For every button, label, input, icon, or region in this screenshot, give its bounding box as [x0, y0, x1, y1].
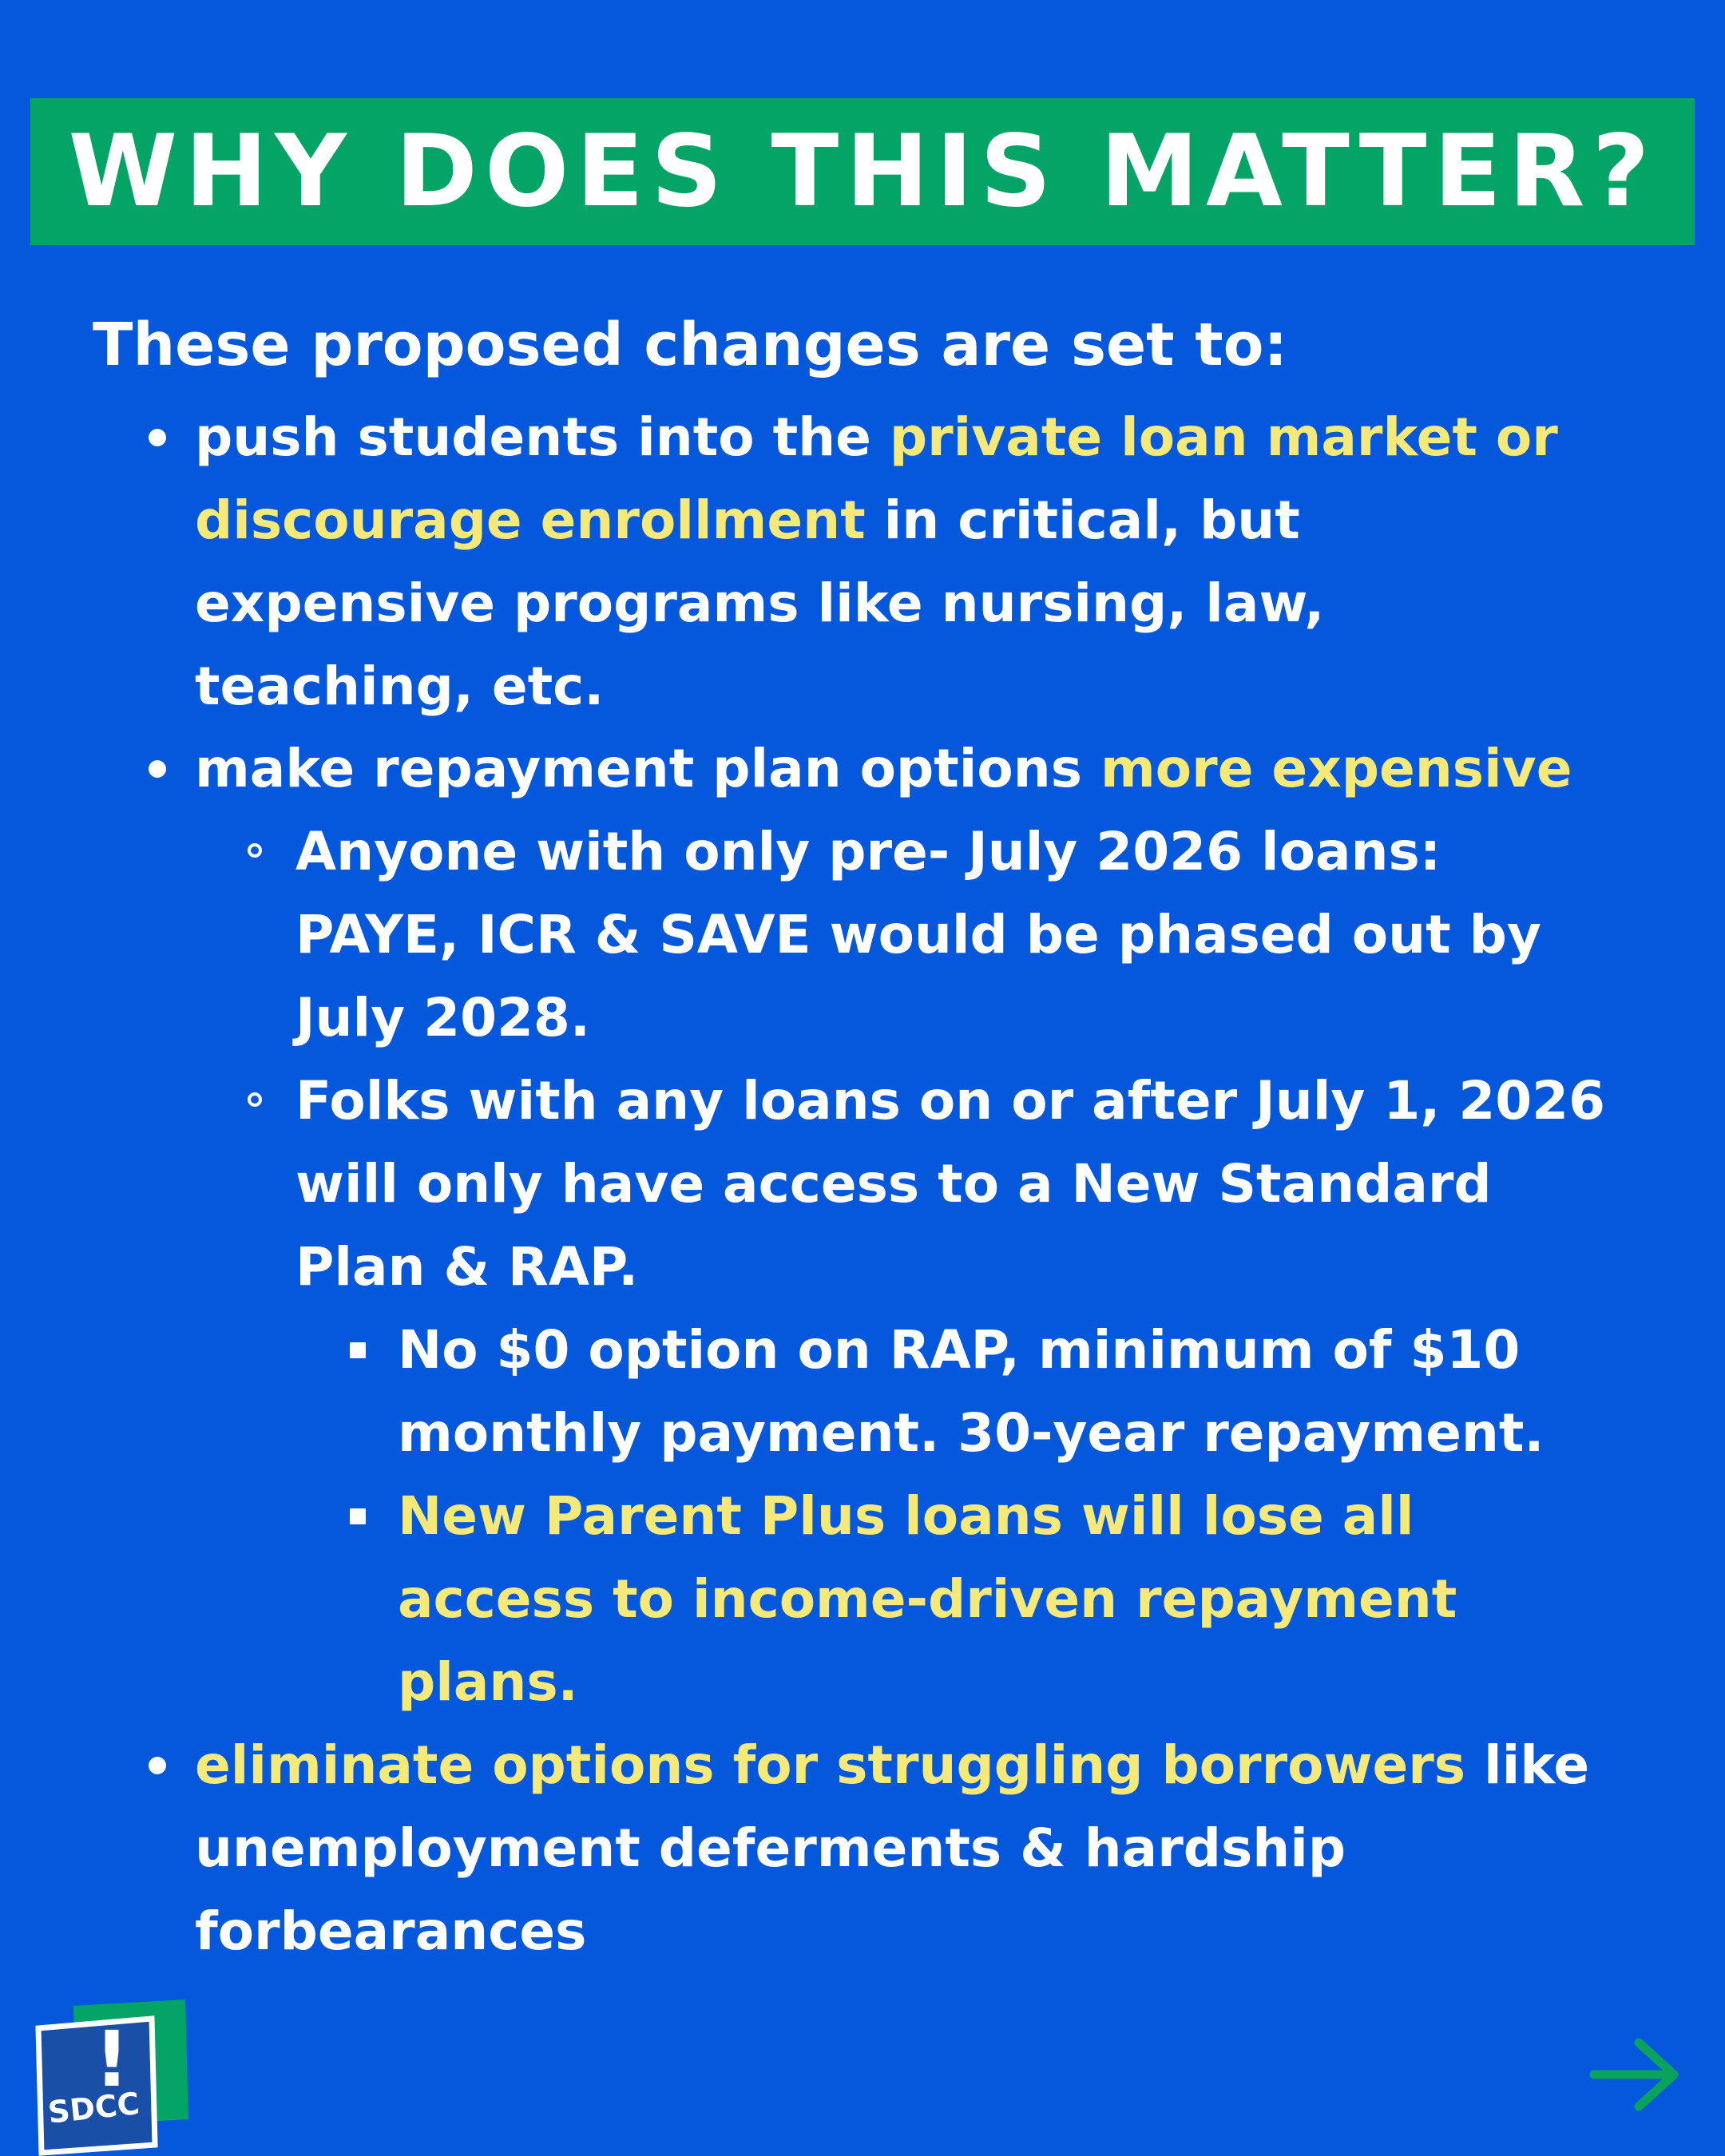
bullet-3-line-1: eliminate options for struggling borrowers like: [195, 1734, 1590, 1796]
sub-bullet-2-line-1: Folks with any loans on or after July 1, 2026: [295, 1070, 1606, 1132]
sub-sub-bullet-marker: [350, 1342, 366, 1358]
bullet-3-line-2: unemployment deferments & hardship: [195, 1817, 1346, 1879]
page-title: WHY DOES THIS MATTER?: [68, 114, 1657, 229]
bullet-2-line-1: make repayment plan options more expensive: [195, 738, 1572, 799]
sub-bullet-marker: [248, 1092, 262, 1107]
logo-text: SDCC: [46, 2086, 141, 2130]
bullet-1-line-2: discourage enrollment in critical, but: [195, 489, 1300, 551]
sub-bullet-1-line-1: Anyone with only pre- July 2026 loans:: [295, 821, 1441, 882]
sub-sub-bullet-2-line-1: New Parent Plus loans will lose all: [398, 1485, 1414, 1547]
bullet-3-line-3: forbearances: [195, 1900, 587, 1962]
bullet-marker: [149, 429, 166, 446]
sub-sub-bullet-2-line-3: plans.: [398, 1651, 578, 1713]
bullet-1-line-1: push students into the private loan market or: [195, 406, 1558, 468]
sub-bullet-2-line-3: Plan & RAP.: [295, 1236, 639, 1298]
sub-sub-bullet-marker: [350, 1508, 366, 1524]
logo-exclamation-mark: !: [94, 2015, 129, 2104]
sub-sub-bullet-1-line-2: monthly payment. 30-year repayment.: [398, 1402, 1545, 1464]
sdcc-logo: [32, 1996, 192, 2156]
sub-bullet-1-line-3: July 2028.: [295, 987, 590, 1048]
bullet-marker: [149, 1757, 166, 1774]
bullet-1-line-4: teaching, etc.: [195, 656, 605, 717]
sub-bullet-marker: [248, 843, 262, 858]
sub-bullet-1-line-2: PAYE, ICR & SAVE would be phased out by: [295, 904, 1541, 965]
sub-bullet-2-line-2: will only have access to a New Standard: [295, 1153, 1492, 1215]
arrow-right-icon[interactable]: [1589, 2035, 1685, 2114]
bullet-1-line-3: expensive programs like nursing, law,: [195, 573, 1325, 634]
sub-sub-bullet-1-line-1: No $0 option on RAP, minimum of $10: [398, 1319, 1521, 1381]
bullet-marker: [149, 760, 166, 778]
sub-sub-bullet-2-line-2: access to income-driven repayment: [398, 1568, 1457, 1630]
intro-text: These proposed changes are set to:: [93, 311, 1288, 379]
